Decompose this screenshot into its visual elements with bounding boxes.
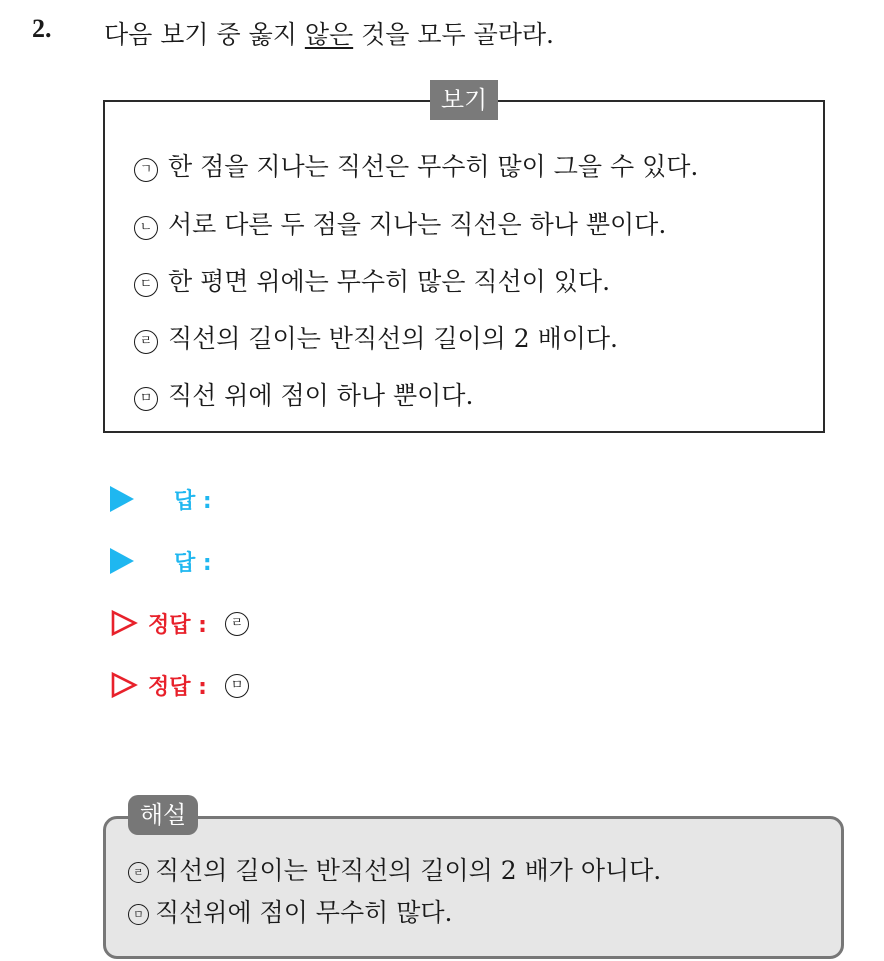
triangle-outline-icon xyxy=(110,671,138,699)
explanation-text: 직선위에 점이 무수히 많다. xyxy=(155,898,453,927)
explanation-line xyxy=(128,851,661,887)
triangle-filled-icon xyxy=(110,486,134,512)
answer-label: 답 : xyxy=(174,550,212,576)
correct-answer-label: 정답 : xyxy=(148,612,207,638)
bogi-item-text: 직선 위에 점이 하나 뿐이다. xyxy=(168,381,474,410)
circled-mark: ㄹ xyxy=(128,862,149,883)
correct-answer-value xyxy=(225,610,249,636)
answer-row-blank xyxy=(110,543,212,579)
bogi-item xyxy=(134,262,610,298)
correct-answer-label: 정답 : xyxy=(148,674,207,700)
circled-mark: ㄴ xyxy=(134,216,158,240)
circled-mark: ㄱ xyxy=(134,158,158,182)
explanation-box xyxy=(103,816,844,959)
circled-mark: ㄹ xyxy=(225,612,249,636)
question-number: 2. xyxy=(32,14,52,43)
answer-row-blank xyxy=(110,481,212,517)
circled-mark: ㄹ xyxy=(134,330,158,354)
circled-mark: ㅁ xyxy=(225,674,249,698)
bogi-label: 보기 xyxy=(430,80,498,120)
circled-mark: ㄷ xyxy=(134,273,158,297)
triangle-outline-icon xyxy=(110,609,138,637)
bogi-item xyxy=(134,319,618,355)
answer-label: 답 : xyxy=(174,488,212,514)
bogi-item-text: 직선의 길이는 반직선의 길이의 2 배이다. xyxy=(168,324,618,353)
question-text-underlined: 않은 xyxy=(304,20,354,49)
bogi-item-text: 서로 다른 두 점을 지나는 직선은 하나 뿐이다. xyxy=(168,210,667,239)
question-text-before: 다음 보기 중 옳지 xyxy=(104,20,305,49)
bogi-item-text: 한 점을 지나는 직선은 무수히 많이 그을 수 있다. xyxy=(168,152,699,181)
circled-mark: ㅁ xyxy=(134,387,158,411)
bogi-item xyxy=(134,147,698,183)
answer-row-correct xyxy=(110,605,249,641)
bogi-item xyxy=(134,376,473,412)
bogi-item-text: 한 평면 위에는 무수히 많은 직선이 있다. xyxy=(168,267,611,296)
explanation-label: 해설 xyxy=(128,795,198,835)
bogi-item xyxy=(134,205,666,241)
question-text-after: 것을 모두 골라라. xyxy=(353,20,554,49)
answer-row-correct xyxy=(110,667,249,703)
correct-answer-value xyxy=(225,672,249,698)
triangle-filled-icon xyxy=(110,548,134,574)
question-text xyxy=(104,15,554,51)
explanation-text: 직선의 길이는 반직선의 길이의 2 배가 아니다. xyxy=(155,856,662,885)
explanation-line xyxy=(128,893,452,929)
circled-mark: ㅁ xyxy=(128,904,149,925)
